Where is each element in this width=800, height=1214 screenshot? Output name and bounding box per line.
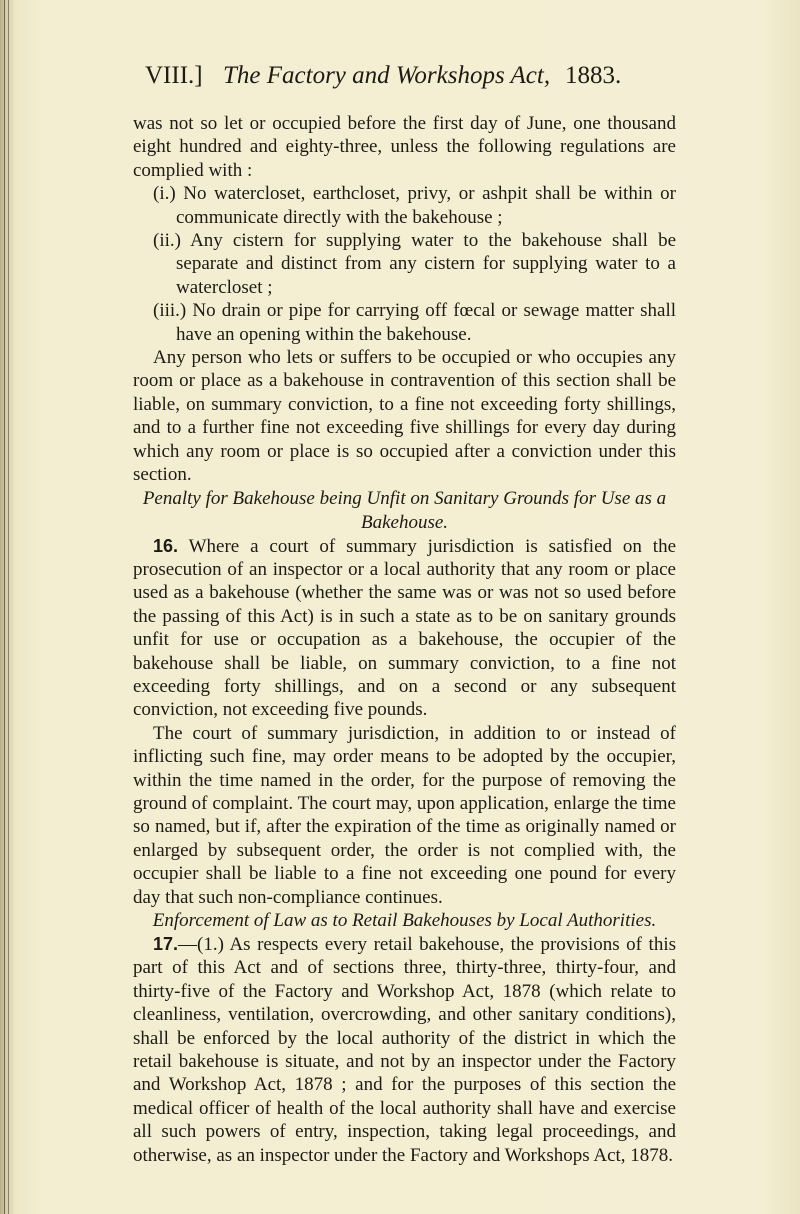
section-16-paragraph-2: The court of summary jurisdiction, in addition to or instead of inflicting such fine, may order means to be adopted by the occupier, within the time named in the order, for the purpose of removing the ground of complaint. The court may, upon application, enlarge the time so named, but if, after the expiration of the time as originally named or enlarged by subsequent order, the order is not complied with, the occupier shall be liable to a fine not exceeding one pound for every day that such non-compliance continues. — [133, 722, 676, 908]
intro-paragraph: was not so let or occupied before the first day of June, one thousand eight hundred and eighty-three, unless the following regulations are complied with : — [133, 113, 676, 181]
regulation-item — [153, 182, 676, 229]
item-text: Any cistern for supplying water to the bakehouse shall be separate and distinct from any cistern for supplying water to a watercloset ; — [176, 230, 676, 298]
running-title: The Factory and Workshops Act, — [223, 62, 551, 89]
regulation-item — [153, 299, 676, 346]
penalty-paragraph: Any person who lets or suffers to be occupied or who occupies any room or place as a bakehouse in contravention of this section shall be liable, on summary conviction, to a fine not exceeding forty shillings, and to a further fine not exceeding five shillings for every day during which any room or place is so occupied after a conviction under this section. — [133, 347, 676, 486]
section-16-paragraph — [133, 535, 676, 722]
section-17-paragraph — [133, 933, 676, 1167]
book-spine-shadow — [0, 0, 14, 1214]
item-text: No watercloset, earthcloset, privy, or ashpit shall be within or communicate directly with the bakehouse ; — [176, 183, 676, 228]
item-number: (i.) — [153, 183, 176, 205]
item-number: (iii.) — [153, 300, 187, 322]
item-text: No drain or pipe for carrying off fœcal or sewage matter shall have an opening within the bakehouse. — [176, 300, 677, 345]
running-header — [145, 62, 685, 102]
section-16-text: Where a court of summary jurisdiction is satisfied on the prosecution of an inspector or a local authority that any room or place used as a bakehouse (whether the same was or was not so used before the passing of this Act) is in such a state as to be on sanitary grounds unfit for use or occupation as a bakehouse, the occupier of the bakehouse shall be liable, on summary conviction, to a fine not exceeding forty shillings, and on a second or any subsequent conviction, not exceeding five pounds. — [133, 535, 676, 721]
section-number-16: 16. — [153, 535, 179, 556]
spine-edge-line — [8, 0, 9, 1214]
chapter-number: VIII.] — [145, 62, 203, 89]
section-17-text: —(1.) As respects every retail bakehouse, the provisions of this part of this Act and of sections three, thirty-three, thirty-four, and thirty-five of the Factory and Workshop Act, 1878 (which relate to cleanliness, ventilation, overcrowding, and other sanitary conditions), shall be enforced by the local authority of the district in which the retail bakehouse is situate, and not by an inspector under the Factory and Workshop Act, 1878 ; and for the purposes of this section the medical officer of health of the local authority shall have and exercise all such powers of entry, inspection, taking legal proceedings, and otherwise, as an inspector under the Factory and Workshops Act, 1878. — [133, 934, 676, 1166]
page-body — [133, 112, 676, 1167]
running-year: 1883. — [565, 62, 622, 89]
item-number: (ii.) — [153, 230, 181, 252]
section-heading-16: Penalty for Bakehouse being Unfit on Sanitary Grounds for Use as a Bakehouse. — [142, 487, 667, 533]
section-number-17: 17. — [153, 934, 179, 954]
section-heading-17: Enforcement of Law as to Retail Bakehouses by Local Authorities. — [152, 910, 657, 931]
regulation-item — [153, 229, 676, 299]
spine-edge-line — [4, 0, 5, 1214]
